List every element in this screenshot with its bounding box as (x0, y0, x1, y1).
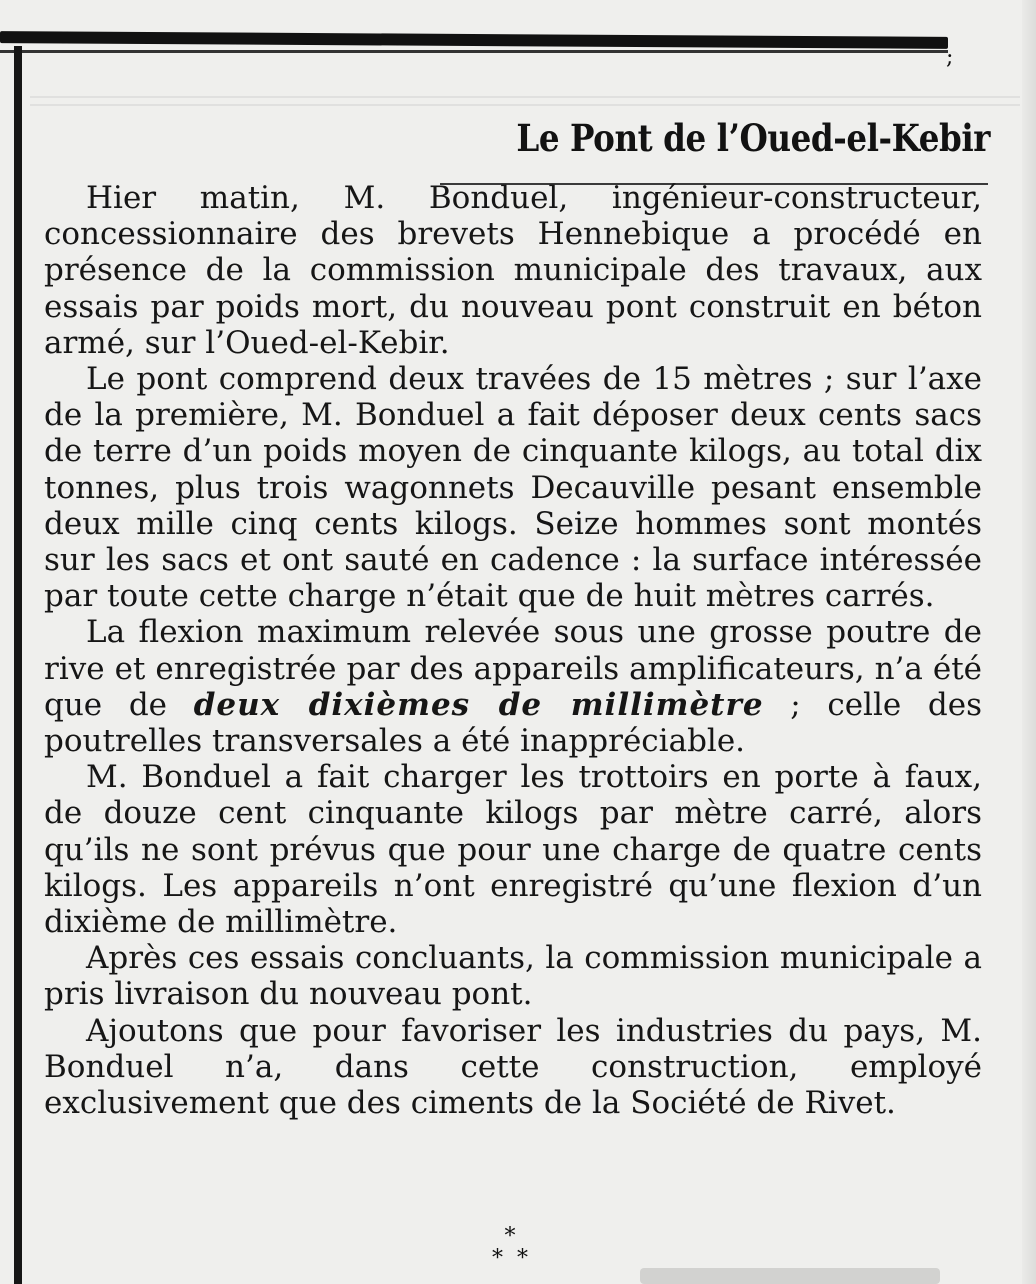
article-body (44, 180, 982, 1121)
article-paragraph: Après ces essais concluants, la commission municipale a pris livraison du nouveau pont. (44, 940, 982, 1013)
ornament-star: * (504, 1224, 516, 1249)
previous-column-bleed (120, 0, 1020, 32)
next-heading-bleed (640, 1268, 940, 1284)
flexion-text-before: La flexion maximum relevée sous une grosse poutre de rive et enregistrée par des appareils amplificateurs, n’a été que de (44, 614, 982, 723)
flexion-text-after: ; celle des poutrelles transversales a été inappréciable. (44, 686, 982, 760)
article-paragraph: M. Bonduel a fait charger les trottoirs en porte à faux, de douze cent cinquante kilogs par mètre carré, alors qu’ils ne sont prévus que pour une charge de quatre cents kilogs. Les appareils n’ont enregistré qu’une flexion d’un dixième de millimètre. (44, 759, 982, 941)
bleed-line (30, 104, 1020, 106)
article-paragraph-flexion (44, 614, 982, 759)
section-ornament (480, 1226, 540, 1282)
page-edge-shadow (1022, 0, 1036, 1284)
bleed-line (30, 96, 1020, 98)
article-headline: Le Pont de l’Oued-el-Kebir (516, 116, 990, 160)
left-column-rule (14, 46, 22, 1284)
top-column-rule-thin (0, 50, 948, 53)
article-paragraph: Le pont comprend deux travées de 15 mètres ; sur l’axe de la première, M. Bonduel a fait déposer deux cents sacs de terre d’un poids moyen de cinquante kilogs, au total dix tonnes, plus trois wagonnets Decauville pesant ensemble deux mille cinq cents kilogs. Seize hommes sont montés sur les sacs et ont sauté en cadence : la surface intéressée par toute cette charge n’était que de huit mètres carrés. (44, 361, 982, 615)
ornament-stars-pair: * * (492, 1246, 528, 1271)
article-paragraph: Ajoutons que pour favoriser les industries du pays, M. Bonduel n’a, dans cette construction, employé exclusivement que des ciments de la Société de Rivet. (44, 1012, 982, 1122)
top-column-rule (0, 31, 948, 49)
flexion-emphasis: deux dixièmes de millimètre (193, 686, 764, 723)
rule-end-mark: ; (946, 45, 954, 70)
article-paragraph: Hier matin, M. Bonduel, ingénieur-constructeur, concessionnaire des brevets Hennebique a procédé en présence de la commission municipale des travaux, aux essais par poids mort, du nouveau pont construit en béton armé, sur l’Oued-el-Kebir. (44, 180, 982, 361)
